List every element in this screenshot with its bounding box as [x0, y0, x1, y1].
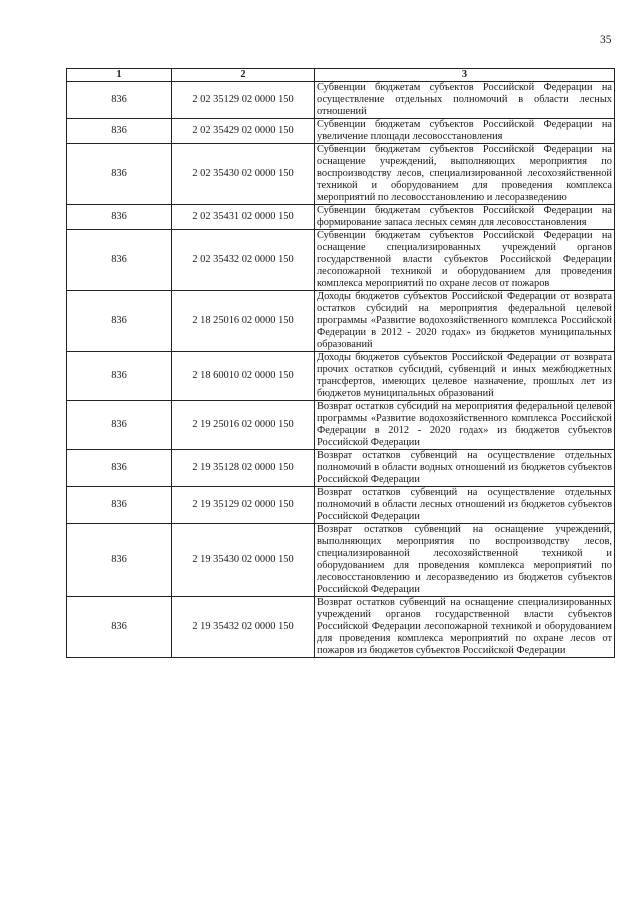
admin-code-cell: 836 — [67, 291, 172, 352]
column-header-1: 1 — [67, 69, 172, 82]
budget-code-cell: 2 02 35431 02 0000 150 — [172, 205, 315, 230]
description-cell: Субвенции бюджетам субъектов Российской Федерации на оснащение специализированных учреждений органов государственной власти субъектов Российской Федерации лесопожарной техникой и оборудованием для проведения комплекса мероприятий по охране лесов от пожаров — [315, 230, 615, 291]
budget-codes-table — [66, 68, 615, 658]
description-cell: Возврат остатков субвенций на оснащение специализированных учреждений органов государственной власти субъектов Российской Федерации лесопожарной техникой и оборудованием для проведения комплекса мероприятий по охране лесов от пожаров из бюджетов субъектов Российской Федерации — [315, 597, 615, 658]
table-row — [67, 205, 615, 230]
table-row — [67, 352, 615, 401]
budget-code-cell: 2 02 35432 02 0000 150 — [172, 230, 315, 291]
table-row — [67, 487, 615, 524]
admin-code-cell: 836 — [67, 597, 172, 658]
admin-code-cell: 836 — [67, 144, 172, 205]
table-row — [67, 119, 615, 144]
admin-code-cell: 836 — [67, 119, 172, 144]
description-cell: Субвенции бюджетам субъектов Российской Федерации на формирование запаса лесных семян для лесовосстановления — [315, 205, 615, 230]
admin-code-cell: 836 — [67, 487, 172, 524]
budget-code-cell: 2 19 35129 02 0000 150 — [172, 487, 315, 524]
page-number: 35 — [600, 34, 612, 46]
admin-code-cell: 836 — [67, 230, 172, 291]
budget-code-cell: 2 02 35129 02 0000 150 — [172, 82, 315, 119]
admin-code-cell: 836 — [67, 401, 172, 450]
budget-code-cell: 2 18 25016 02 0000 150 — [172, 291, 315, 352]
description-cell: Возврат остатков субвенций на осуществление отдельных полномочий в области лесных отношений из бюджетов субъектов Российской Федерации — [315, 487, 615, 524]
description-cell: Доходы бюджетов субъектов Российской Федерации от возврата прочих остатков субсидий, субвенций и иных межбюджетных трансфертов, имеющих целевое назначение, прошлых лет из бюджетов муниципальных образований — [315, 352, 615, 401]
budget-code-cell: 2 19 35430 02 0000 150 — [172, 524, 315, 597]
column-header-2: 2 — [172, 69, 315, 82]
description-cell: Субвенции бюджетам субъектов Российской Федерации на оснащение учреждений, выполняющих мероприятия по воспроизводству лесов, специализированной лесохозяйственной техникой и оборудованием для проведения комплекса мероприятий по лесовосстановлению и лесоразведению — [315, 144, 615, 205]
table-row — [67, 230, 615, 291]
budget-code-cell: 2 19 25016 02 0000 150 — [172, 401, 315, 450]
table-row — [67, 291, 615, 352]
admin-code-cell: 836 — [67, 450, 172, 487]
admin-code-cell: 836 — [67, 352, 172, 401]
budget-code-cell: 2 19 35128 02 0000 150 — [172, 450, 315, 487]
table-row — [67, 144, 615, 205]
admin-code-cell: 836 — [67, 524, 172, 597]
table-row — [67, 597, 615, 658]
description-cell: Возврат остатков субвенций на оснащение учреждений, выполняющих мероприятия по воспроизводству лесов, специализированной лесохозяйственной техникой и оборудованием для проведения комплекса мероприятий по лесовосстановлению и лесоразведению из бюджетов субъектов Российской Федерации — [315, 524, 615, 597]
description-cell: Возврат остатков субсидий на мероприятия федеральной целевой программы «Развитие водохозяйственного комплекса Российской Федерации в 2012 - 2020 годах» из бюджетов субъектов Российской Федерации — [315, 401, 615, 450]
description-cell: Субвенции бюджетам субъектов Российской Федерации на осуществление отдельных полномочий в области лесных отношений — [315, 82, 615, 119]
table-row — [67, 450, 615, 487]
table-header-row — [67, 69, 615, 82]
admin-code-cell: 836 — [67, 82, 172, 119]
description-cell: Доходы бюджетов субъектов Российской Федерации от возврата остатков субсидий на мероприятия федеральной целевой программы «Развитие водохозяйственного комплекса Российской Федерации в 2012 - 2020 годах» из бюджетов муниципальных образований — [315, 291, 615, 352]
budget-code-cell: 2 18 60010 02 0000 150 — [172, 352, 315, 401]
budget-code-cell: 2 02 35430 02 0000 150 — [172, 144, 315, 205]
budget-code-cell: 2 19 35432 02 0000 150 — [172, 597, 315, 658]
budget-code-cell: 2 02 35429 02 0000 150 — [172, 119, 315, 144]
table-row — [67, 82, 615, 119]
table-row — [67, 401, 615, 450]
description-cell: Субвенции бюджетам субъектов Российской Федерации на увеличение площади лесовосстановления — [315, 119, 615, 144]
column-header-3: 3 — [315, 69, 615, 82]
table-row — [67, 524, 615, 597]
description-cell: Возврат остатков субвенций на осуществление отдельных полномочий в области водных отношений из бюджетов субъектов Российской Федерации — [315, 450, 615, 487]
admin-code-cell: 836 — [67, 205, 172, 230]
